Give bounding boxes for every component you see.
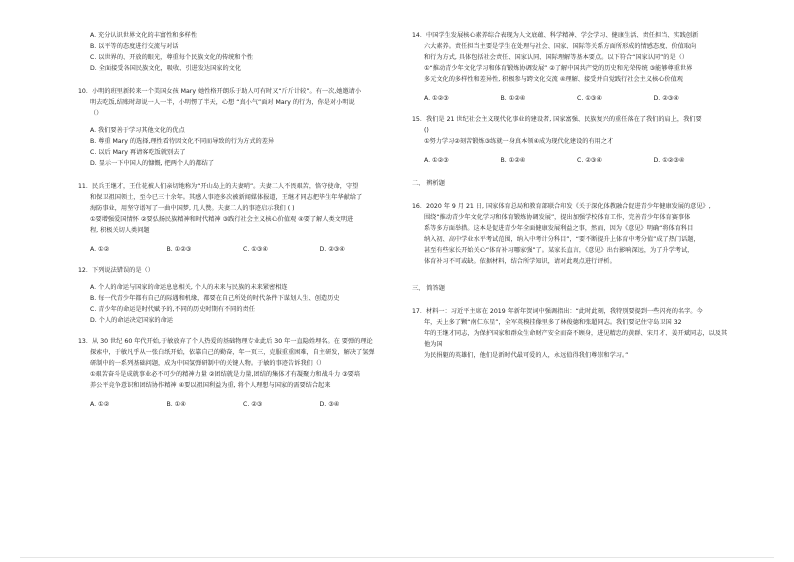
q10-line-1: 10．小明的班里新转来一个美国女孩 Mary 她性格开朗乐于助人可有时又“斤斤计较”。有一次,她邀请小: [78, 88, 362, 95]
q12-option-b: B. 每一代青少年都有自己的际遇和机缘，都要在自己所处的时代条件下谋划人生、创造历史: [90, 295, 340, 302]
page-bottom-rule: [20, 557, 774, 558]
q13-line-1: 13．从 30 世纪 60 年代开始,于敏放弃了个人热爱的基础物理专业此后 30 年一直隐姓埋名。在 要弹的理论: [78, 338, 373, 345]
q15-option-d: D. ①②③④: [653, 157, 685, 164]
q9-option-a: A. 充分认识世界文化的丰富性和多样性: [90, 32, 198, 39]
q16-line-5: 甚至有些家长开始关心“体育补习哪家强”了。某家长直言，《意见》出台影响深远，为了升学考试，: [424, 247, 694, 254]
q13-options: [78, 399, 396, 410]
q12-option-a: A. 个人的命运与国家的命运息息相关, 个人的未来与民族的未来紧密相连: [90, 284, 288, 291]
q17-line-4: 为民捐躯的英雄们，他们是新时代最可爱的人，永远值得我们尊崇和学习。”: [424, 352, 629, 359]
q13-option-b: B. ①④: [166, 401, 186, 408]
q15-option-b: B. ①②④: [500, 157, 526, 164]
q9-option-d: D. 全面接受各国民族文化，吸收、引进发达国家的文化: [90, 65, 242, 72]
q14-option-d: D. ②③④: [653, 95, 679, 102]
section-heading-short-answer: 三、 简答题: [412, 285, 445, 292]
q15-items: ①努力学习②刻苦锻炼③练就一身真本领④成为现代化建设的有用之才: [424, 138, 614, 145]
q13-option-a: A. ①②: [90, 401, 110, 408]
q17-line-1: 17．材料一：习近平主席在 2019 年新年贺词中强调指出：“此时此刻，我特别要提到一些闪亮的名字。今: [412, 308, 703, 315]
q10-line-2: 明去吃饭,结账时却说一人一半，小明愣了半天，心想 “真小气”面对 Mary 的行为，你是对小明说: [90, 99, 355, 106]
q12-option-c: C. 青少年的命运是时代赋予的,不同的历史时期有不同的责任: [90, 306, 255, 313]
q11-items-line-1: ①要增强爱国情怀 ②要弘扬民族精神和时代精神 ③践行社会主义核心价值观 ④要了解人类文明进: [90, 216, 354, 223]
q11-option-b: B. ①②③: [166, 246, 192, 253]
q15-line-2: (): [424, 127, 429, 134]
q12-stem: 12．下列说法错误的是（）: [78, 267, 154, 274]
q14-option-a: A. ①②③: [424, 95, 449, 102]
q14-items-line-1: ①“推动青少年文化学习和体育锻炼协调发展” ②了解中国共产党的历史和光荣传统 ③能够尊重世界: [424, 65, 693, 72]
q10-option-b: B. 尊重 Mary 的选择,理性看待因文化不同而导致的行为方式的差异: [90, 138, 275, 145]
q10-line-3: （）: [90, 110, 103, 117]
q14-option-b: B. ①②④: [500, 95, 526, 102]
q13-option-c: C. ②③: [243, 401, 263, 408]
section-heading-analysis: 二、 辨析题: [412, 180, 445, 187]
q11-items-line-2: 程, 积极关切人类问题: [90, 227, 150, 234]
q9-option-c: C. 以世界的、开放的眼光，尊重每个民族文化的传统和个性: [90, 54, 253, 61]
q14-line-3: 和行为方式, 具体包括社会责任、国家认同、国际理解等基本要点。以下符合“国家认同”的是（）: [424, 54, 689, 61]
q11-line-2: 和保卫祖国领土，至今已三十余年。其感人事迹多次被新闻媒体报道，王继才同志把毕生年华献给了: [90, 194, 363, 201]
q11-option-a: A. ①②: [90, 246, 110, 253]
q10-option-d: D. 显示一下中国人的慷慨, 把两个人的都结了: [90, 160, 215, 167]
q14-line-2: 六大素养。责任担当主要是学生在处理与社会、国家、国际等关系方面所形成的情感态度、价值取向: [424, 43, 697, 50]
q16-line-6: 体育补习不可或缺。依据材料，结合所学知识，请对此观点进行评析。: [424, 258, 616, 265]
q16-line-4: 纳入初、高中学业水平考试范围，纳入中考计分科目”，“要不断提升上体育中考分值”成了热门话题，: [424, 236, 700, 243]
q13-line-2: 探索中，于敏凡乎从一张白纸开始，依靠自己的勤奋，年一页三，克服重重困难，自主研发，解决了氢弹: [90, 349, 375, 356]
q16-line-3: 系等多方面举措。这本是促进青少年全面健康发展利益之事，然而，因为《意见》明确“将体育科目: [424, 225, 694, 232]
q13-items-line-1: ①艰苦奋斗是成就事业必不可少的精神力量 ②团结就是力量,团结的集体才有凝聚力和战斗力 ③要培: [90, 371, 361, 378]
q11-line-3: 海防事业，用坚守谱写了一曲中国梦, 几人赞。夫妻二人的事迹启示我们 ( ): [90, 205, 295, 212]
left-column: [78, 30, 396, 410]
q15-option-c: C. ②③④: [577, 157, 602, 164]
q14-options: [412, 93, 730, 104]
q13-items-line-2: 养公平竞争意识和团结协作精神 ④要以祖国利益为重, 将个人理想与国家的需要结合起来: [90, 382, 331, 389]
q15-option-a: A. ①②③: [424, 157, 449, 164]
q17-line-2: 年，天上多了颗“南仁东星”，全军英模挂像里多了林俊德和张超同志。我们要记住守岛卫国 32: [424, 319, 682, 326]
q16-line-1: 16．2020 年 9 月 21 日, 国家体育总局和教育部联合印发《关于深化体教融合促进青少年健康发展的意见》,: [412, 203, 711, 210]
q11-line-1: 11．民兵王继才，王仕花被人们亲切地称为“开山岛上的夫妻哨”。夫妻二人不畏艰苦，恪守使命，守望: [78, 183, 359, 190]
q17-line-3: 年的王继才同志，为保护国家和群众生命财产安全而奋不顾身，进见精忠的黄群、宋月才、姜开斌同志，以及其他为国: [424, 330, 728, 348]
q11-option-d: D. ②③④: [319, 246, 345, 253]
q14-line-1: 14．中国学生发展核心素养综合表现为人文底蕴、科学精神、学会学习、健康生活、责任担当、实践创新: [412, 32, 699, 39]
q14-items-line-2: 多元文化的多样性和差异性, 积极参与跨文化交流 ④理解、接受并自觉践行社会主义核心价值观: [424, 76, 683, 83]
q10-option-c: C. 以后 Mary 再请客吃饭就别去了: [90, 149, 186, 156]
q9-option-b: B. 以平等的态度进行交流与对话: [90, 43, 179, 50]
right-column: [412, 30, 730, 361]
q14-option-c: C. ①③④: [577, 95, 602, 102]
q10-option-a: A. 我们要善于学习其他文化的优点: [90, 127, 185, 134]
q15-line-1: 15．我们是 21 世纪社会主义现代化事业的建设者, 国家富强、民族复兴的重任落在了我们的肩上，我们要: [412, 116, 702, 123]
q11-options: [78, 244, 396, 255]
q11-option-c: C. ①③④: [243, 246, 268, 253]
q13-line-3: 研制中的一系列基础问题，成为中国氢弹研制中的关键人物。于敏的事迹告诉我们（）: [90, 360, 326, 367]
q13-option-d: D. ③④: [319, 401, 340, 408]
q16-line-2: 围绕“推动青少年文化学习和体育锻炼协调发展”，提出加强学校体育工作，完善青少年体育赛事体: [424, 214, 691, 221]
q15-options: [412, 155, 730, 166]
q12-option-d: D. 个人的命运决定国家的命运: [90, 317, 173, 324]
